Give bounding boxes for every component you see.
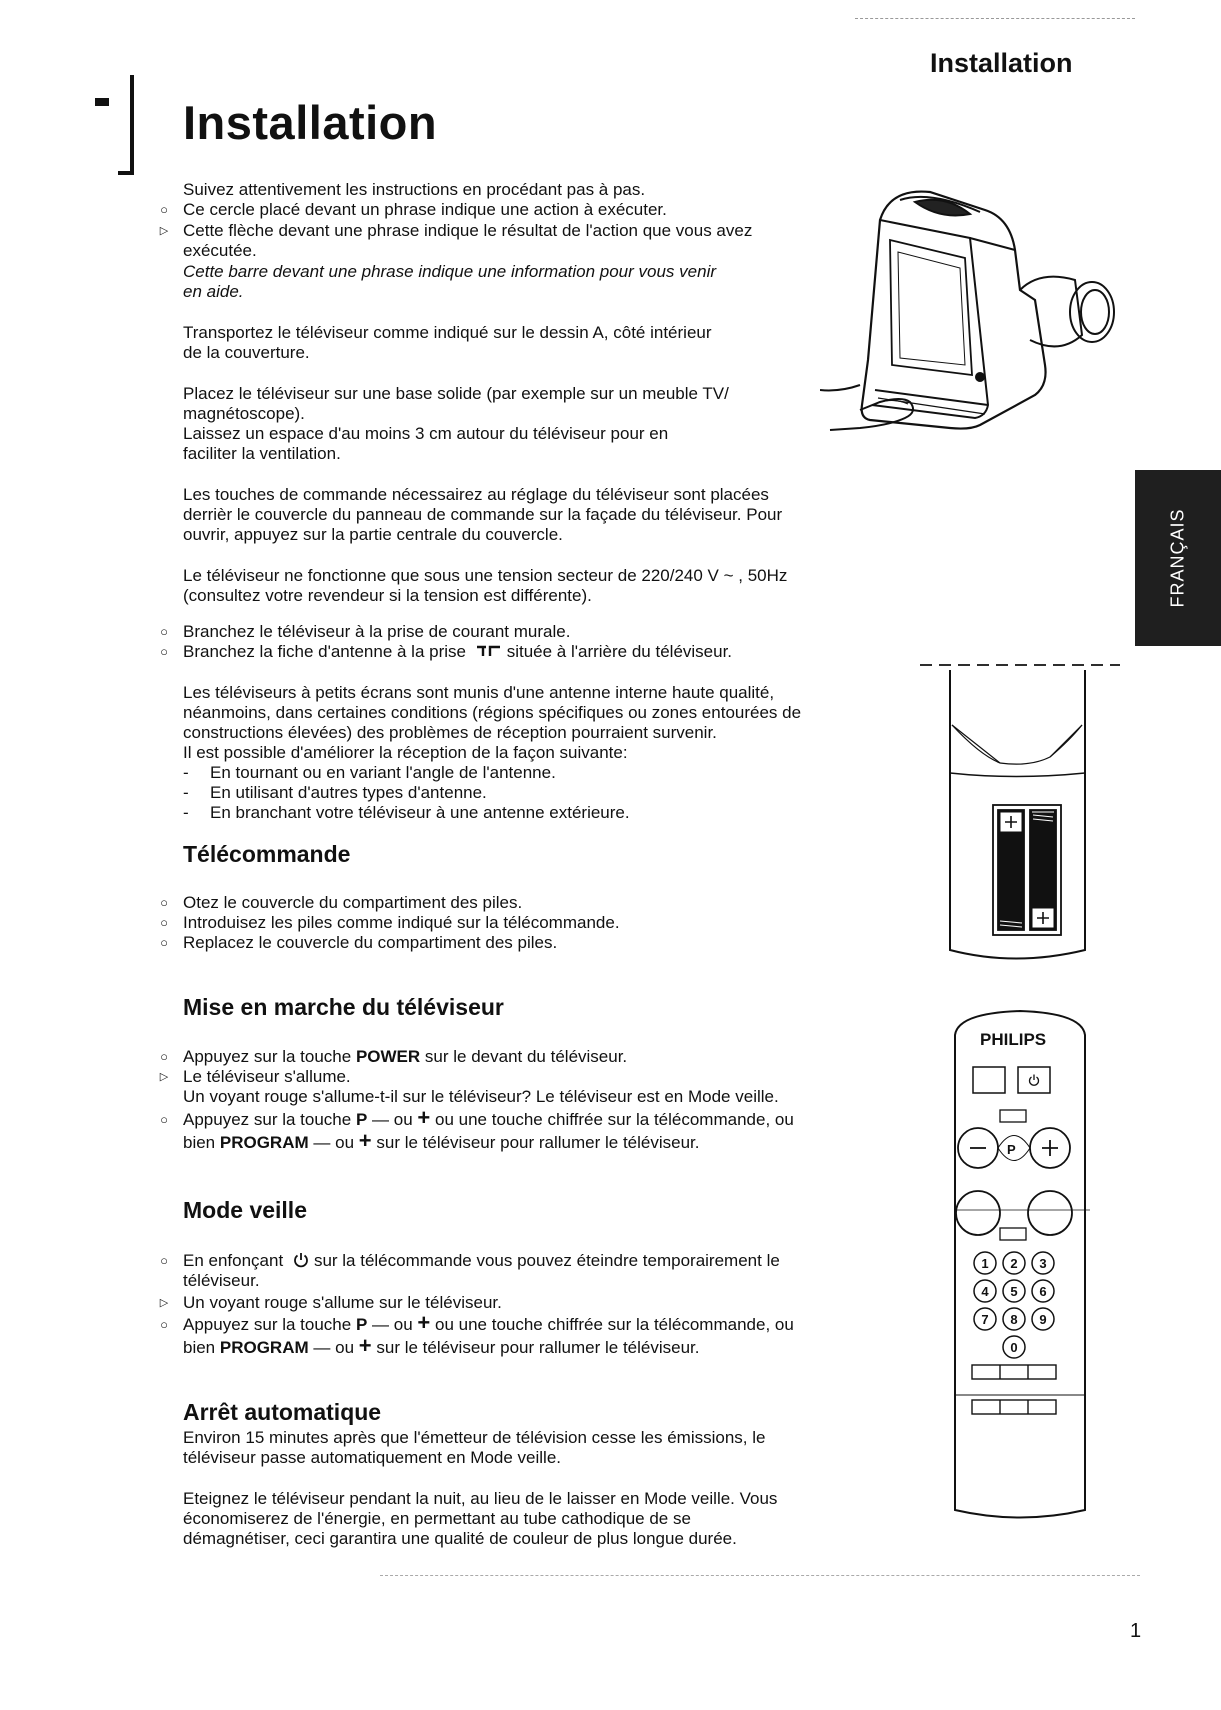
auto-off-line-4: économiserez de l'énergie, en permettant au tube cathodique de se [183,1509,691,1528]
transport-line-2: de la couverture. [183,343,310,362]
remote-digit-label: 5 [1010,1284,1018,1299]
list-item: - En tournant ou en variant l'angle de l'antenne. [183,763,556,782]
antenna-socket-icon [475,644,503,658]
standby-line-4: ○ Appuyez sur la touche P — ou + ou une touche chiffrée sur la télécommande, ou [160,1310,794,1335]
antenna-item-text: En tournant ou en variant l'angle de l'antenne. [210,763,556,782]
power-icon [1030,1075,1039,1086]
remote-digit-label: 0 [1010,1340,1018,1355]
placement-line-1: Placez le téléviseur sur une base solide (par exemple sur un meuble TV/ [183,384,729,403]
remote-item-text: Introduisez les piles comme indiqué sur la télécommande. [183,913,620,932]
auto-off-line-3: Eteignez le téléviseur pendant la nuit, au lieu de le laisser en Mode veille. Vous [183,1489,778,1508]
corner-bracket-line [130,75,134,175]
antenna-line-3: constructions élevées) des problèmes de réception pourraient survenir. [183,723,717,742]
plug-text-2b: située à l'arrière du téléviseur. [506,642,733,661]
transport-line-1: Transportez le téléviseur comme indiqué sur le dessin A, côté intérieur [183,323,712,342]
controls-line-2: derrièr le couvercle du panneau de commande sur la façade du téléviseur. Pour [183,505,783,524]
switch-on-line-1: ○ Appuyez sur la touche POWER sur le devant du téléviseur. [160,1047,628,1066]
switch-on-line-2: ▷ Le téléviseur s'allume. [159,1067,351,1086]
standby-line-3: ▷ Un voyant rouge s'allume sur le téléviseur. [159,1293,502,1312]
remote-digit-label: 6 [1039,1284,1047,1299]
controls-line-1: Les touches de commande nécessairez au réglage du téléviseur sont placées [183,485,769,504]
remote-program-label: P [1007,1142,1016,1157]
intro-line: Suivez attentivement les instructions en procédant pas à pas. [183,180,646,199]
antenna-line-1: Les téléviseurs à petits écrans sont munis d'une antenne interne haute qualité, [183,683,775,702]
standby-heading: Mode veille [183,1197,307,1223]
placement-line-3: Laissez un espace d'au moins 3 cm autour du téléviseur pour en [183,424,669,443]
remote-digit-label: 8 [1010,1312,1018,1327]
standby-line-2: téléviseur. [183,1271,260,1290]
list-item: ○ Introduisez les piles comme indiqué sur la télécommande. [160,913,620,932]
battery-compartment-illustration [920,655,1150,970]
standby-power-icon [292,1251,310,1269]
power-supply-line-2: (consultez votre revendeur si la tension est différente). [183,586,592,605]
intro-circle-text: Ce cercle placé devant un phrase indique une action à exécuter. [183,200,667,219]
plug-line-2: ○ Branchez la fiche d'antenne à la prise située à l'arrière du téléviseur. [160,642,733,661]
divider [380,1575,1140,1576]
auto-off-heading: Arrêt automatique [183,1399,382,1425]
antenna-item-text: En utilisant d'autres types d'antenne. [210,783,487,802]
plug-line-1: ○ Branchez le téléviseur à la prise de courant murale. [160,622,571,641]
remote-digit-label: 7 [981,1312,989,1327]
intro-italic-1: Cette barre devant une phrase indique une information pour vous venir [183,262,717,281]
controls-line-3: ouvrir, appuyez sur la partie centrale du couvercle. [183,525,563,544]
remote-digit-label: 4 [981,1284,989,1299]
intro-arrow-note-cont: exécutée. [183,241,257,260]
auto-off-line-5: démagnétiser, ceci garantira une qualité de couleur de plus longue durée. [183,1529,737,1548]
antenna-line-2: néanmoins, dans certaines conditions (régions spécifiques ou zones entourées de [183,703,802,722]
switch-on-heading: Mise en marche du téléviseur [183,994,504,1020]
remote-item-text: Replacez le couvercle du compartiment des piles. [183,933,558,952]
corner-bracket [95,98,109,106]
tv-illustration [820,180,1140,460]
antenna-line-4: Il est possible d'améliorer la réception de la façon suivante: [183,743,628,762]
switch-on-line-5: bien PROGRAM — ou + sur le téléviseur pour rallumer le téléviseur. [183,1128,700,1153]
switch-on-line-4: ○ Appuyez sur la touche P — ou + ou une touche chiffrée sur la télécommande, ou [160,1105,794,1130]
auto-off-line-2: téléviseur passe automatiquement en Mode veille. [183,1448,561,1467]
divider [855,18,1135,19]
running-header: Installation [930,48,1073,78]
placement-line-4: faciliter la ventilation. [183,444,341,463]
power-supply-line-1: Le téléviseur ne fonctionne que sous une tension secteur de 220/240 V ~ , 50Hz [183,566,788,585]
language-tab [1135,470,1221,646]
remote-heading: Télécommande [183,841,351,867]
plug-text-2a: Branchez la fiche d'antenne à la prise [183,642,466,661]
list-item: ○ Replacez le couvercle du compartiment des piles. [160,933,558,952]
standby-line-5: bien PROGRAM — ou + sur le téléviseur pour rallumer le téléviseur. [183,1333,700,1358]
intro-circle-note: ○ Ce cercle placé devant un phrase indique une action à exécuter. [160,200,667,219]
placement-line-2: magnétoscope). [183,404,305,423]
page-number: 1 [1130,1620,1142,1642]
plug-text-1: Branchez le téléviseur à la prise de courant murale. [183,622,571,641]
list-item: - En utilisant d'autres types d'antenne. [183,783,487,802]
intro-italic-2: en aide. [183,282,244,301]
intro-arrow-note: ▷ Cette flèche devant une phrase indique le résultat de l'action que vous avez [159,221,753,240]
remote-item-text: Otez le couvercle du compartiment des piles. [183,893,523,912]
remote-digit-label: 3 [1039,1256,1047,1271]
list-item: ○ Otez le couvercle du compartiment des piles. [160,893,523,912]
corner-bracket-foot [118,171,134,175]
list-item: - En branchant votre téléviseur à une antenne extérieure. [183,803,630,822]
antenna-item-text: En branchant votre téléviseur à une antenne extérieure. [210,803,630,822]
page-title: Installation [183,96,438,149]
switch-on-line-3: Un voyant rouge s'allume-t-il sur le téléviseur? Le téléviseur est en Mode veille. [183,1087,779,1106]
standby-line-1: ○ En enfonçant sur la télécommande vous pouvez éteindre temporairement le [160,1251,780,1270]
remote-illustration [940,1005,1100,1545]
remote-brand-label: PHILIPS [980,1030,1047,1049]
language-tab-label: FRANÇAIS [1167,508,1188,608]
remote-digit-label: 2 [1010,1256,1018,1271]
remote-digit-label: 1 [981,1256,989,1271]
intro-arrow-text: Cette flèche devant une phrase indique le résultat de l'action que vous avez [183,221,753,240]
remote-digit-label: 9 [1039,1312,1047,1327]
auto-off-line-1: Environ 15 minutes après que l'émetteur de télévision cesse les émissions, le [183,1428,766,1447]
